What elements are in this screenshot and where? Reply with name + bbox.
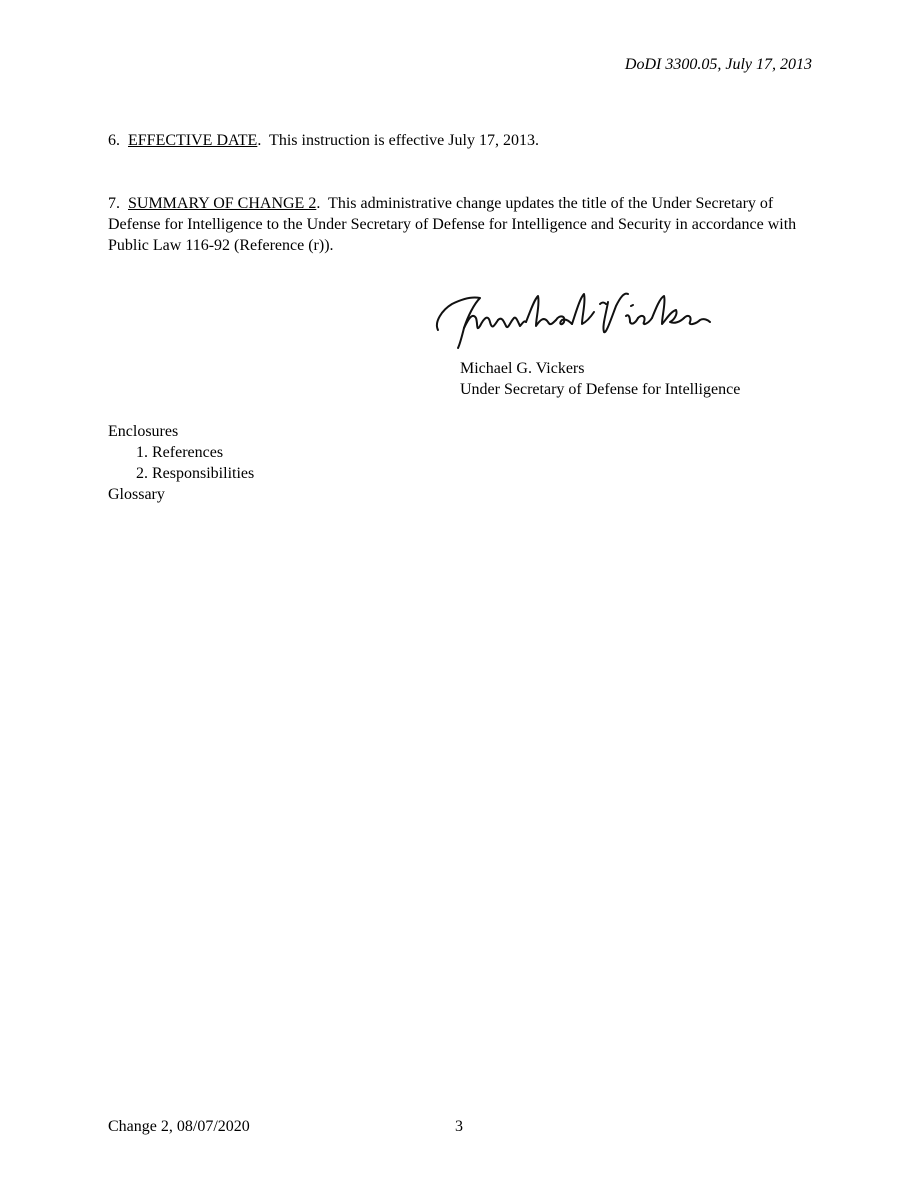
footer-change: Change 2, 08/07/2020 — [108, 1118, 250, 1135]
signature-icon — [430, 282, 730, 352]
section-text: This instruction is effective July 17, 2013. — [269, 132, 539, 149]
section-title: EFFECTIVE DATE — [128, 132, 258, 149]
enclosure-item: 2. Responsibilities — [136, 465, 255, 482]
section-summary-of-change: 7. SUMMARY OF CHANGE 2. This administrative change updates the title of the Under Secretary of Defense for Intelligence to the Under Secretary of Defense for Intelligence and Security in accordance with Public Law 116-92 (Reference (r)). — [108, 195, 797, 254]
section-number: 7. — [108, 195, 120, 212]
section-text: This administrative change updates the title of the Under Secretary of Defense for Intelligence to the Under Secretary of Defense for Intelligence and Security in accordance with Public Law 116-92 (Reference (r)). — [108, 195, 797, 254]
enclosures-list — [108, 421, 254, 505]
section-title: SUMMARY OF CHANGE 2 — [128, 195, 317, 212]
signer-name: Michael G. Vickers — [460, 360, 585, 377]
section-effective-date: 6. EFFECTIVE DATE. This instruction is effective July 17, 2013. — [108, 132, 539, 149]
glossary-item: Glossary — [108, 486, 165, 503]
signer-title: Under Secretary of Defense for Intelligence — [460, 381, 741, 398]
signature-block — [460, 358, 740, 400]
section-number: 6. — [108, 132, 120, 149]
document-header: DoDI 3300.05, July 17, 2013 — [624, 56, 812, 73]
enclosures-heading: Enclosures — [108, 423, 179, 440]
signature-image — [430, 282, 730, 352]
page-number: 3 — [455, 1118, 463, 1135]
enclosure-item: 1. References — [136, 444, 224, 461]
